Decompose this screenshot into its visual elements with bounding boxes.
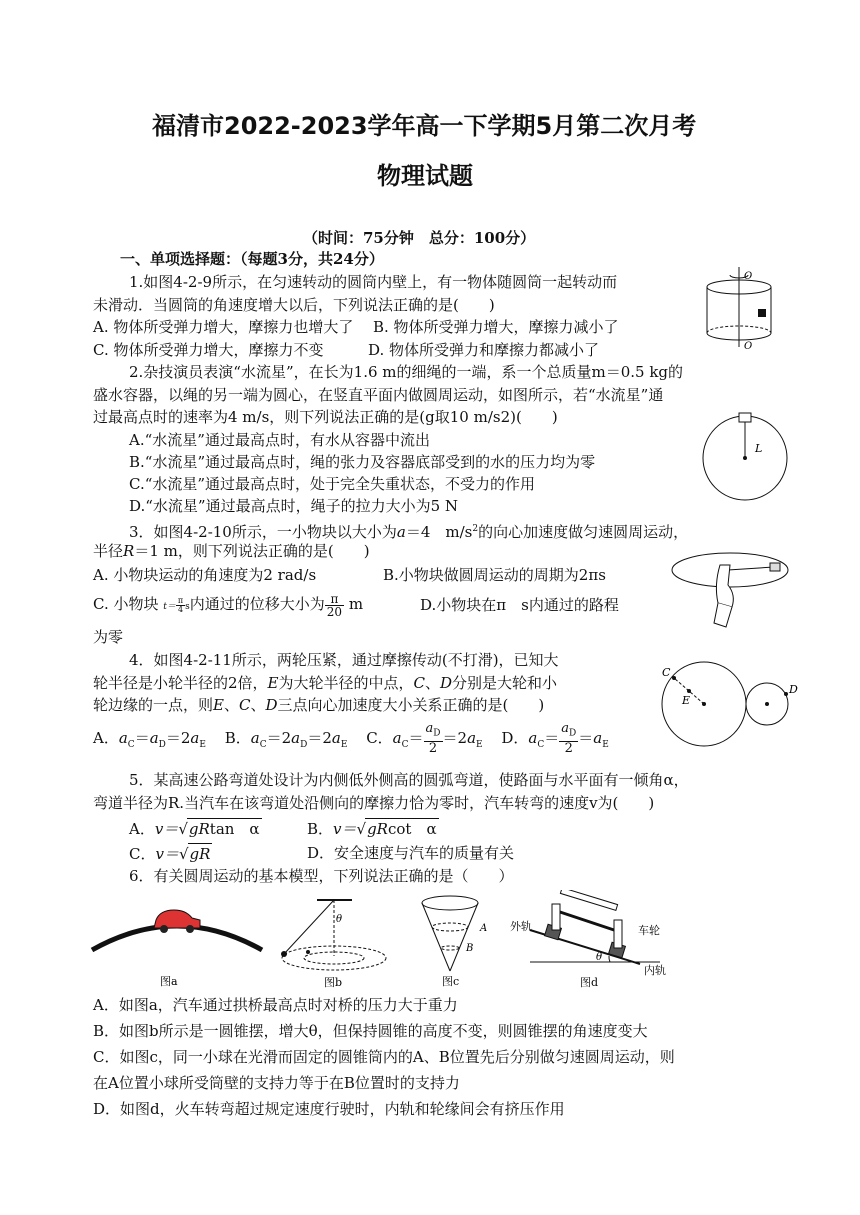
q6-option-d: D．如图d，火车转弯超过规定速度行驶时，内轨和轮缘间会有挤压作用: [93, 1100, 565, 1118]
figure-c-label: 图c: [442, 975, 460, 988]
q6-option-c-line2: 在A位置小球所受筒壁的支持力等于在B位置时的支持力: [93, 1074, 460, 1092]
q1-stem-line2: 未滑动．当圆筒的角速度增大以后，下列说法正确的是( ): [93, 296, 495, 314]
outer-rail-label: 外轨: [510, 920, 532, 933]
theta-label: θ: [336, 914, 343, 925]
q5-option-c: C．v＝√gR: [129, 845, 211, 863]
cylinder-figure: [700, 265, 780, 350]
q5-option-a: A．v＝√gRtan α: [129, 820, 260, 838]
q6-option-b: B．如图b所示是一圆锥摆，增大θ，但保持圆锥的高度不变，则圆锥摆的角速度变大: [93, 1022, 648, 1040]
q6-option-c-line1: C．如图c，同一小球在光滑而固定的圆锥筒内的A、B位置先后分别做匀速圆周运动，则: [93, 1048, 675, 1066]
q2-stem-line2: 盛水容器，以绳的另一端为圆心，在竖直平面内做圆周运动，如图所示，若“水流星”通: [93, 386, 664, 404]
wheel-label: 车轮: [638, 924, 660, 937]
point-b-label: B: [466, 943, 474, 954]
q1-option-b: B. 物体所受弹力增大，摩擦力减小了: [373, 318, 619, 336]
q2-option-a: A.“水流星”通过最高点时，有水从容器中流出: [129, 431, 430, 449]
friction-wheels-figure: [660, 660, 805, 755]
track-theta-label: θ: [596, 952, 603, 963]
figure-d-train-track: [510, 890, 670, 990]
point-c-label: C: [662, 666, 671, 679]
q5-stem-line2: 弯道半径为R.当汽车在该弯道处沿侧向的摩擦力恰为零时，汽车转弯的速度v为( ): [93, 794, 655, 812]
exam-title: 福清市2022-2023学年高一下学期5月第二次月考: [152, 112, 697, 140]
inner-rail-label: 内轨: [644, 964, 666, 977]
time-info: （时间：75分钟 总分：100分）: [303, 229, 536, 247]
exam-subtitle: 物理试题: [377, 162, 473, 190]
point-a-label: A: [480, 923, 488, 934]
figure-a-arch-bridge: [90, 900, 265, 995]
axis-top-label: O: [744, 271, 753, 282]
figure-c-cone: [412, 893, 492, 988]
point-d-label: D: [789, 683, 798, 696]
q2-option-d: D.“水流星”通过最高点时，绳子的拉力大小为5 N: [129, 497, 459, 515]
q4-stem-line2: 轮半径是小轮半径的2倍，E为大轮半径的中点，C、D分别是大轮和小: [93, 674, 558, 692]
q3-option-d-cont: 为零: [93, 628, 124, 646]
q6-option-a: A．如图a，汽车通过拱桥最高点时对桥的压力大于重力: [93, 996, 458, 1014]
section-heading: 一、单项选择题：（每题3分，共24分）: [120, 250, 384, 268]
q5-stem-line1: 5．某高速公路弯道处设计为内侧低外侧高的圆弧弯道，使路面与水平面有一倾角α，: [129, 771, 689, 789]
q6-stem: 6．有关圆周运动的基本模型，下列说法正确的是（ ）: [129, 867, 514, 885]
q4-stem-line3: 轮边缘的一点，则E、C、D三点向心加速度大小关系正确的是( ): [93, 696, 545, 714]
figure-a-label: 图a: [160, 975, 178, 988]
hand-circle-figure: [670, 545, 790, 635]
q2-stem-line1: 2.杂技演员表演“水流星”，在长为1.6 m的细绳的一端，系一个总质量m＝0.5 kg的: [129, 363, 684, 381]
q5-option-b: B．v＝√gRcot α: [307, 820, 437, 838]
q4-options: A．$a_C=a_D=2a_E$ B．$a_C=2a_D=2a_E$ C．$a_C=$ $\frac{a_D}{2}$ $=2a_E$ D．$a_C=$ $\frac{a_D}{2}$ $=a_E$: [93, 721, 609, 756]
q1-option-d: D. 物体所受弹力和摩擦力都减小了: [368, 341, 600, 359]
q3-option-a: A. 小物块运动的角速度为2 rad/s: [93, 566, 317, 584]
q3-option-b: B.小物块做圆周运动的周期为2πs: [383, 566, 606, 584]
q1-option-c: C. 物体所受弹力增大，摩擦力不变: [93, 341, 324, 359]
figure-b-label: 图b: [324, 976, 343, 989]
rope-length-label: L: [755, 442, 763, 455]
q1-option-a: A. 物体所受弹力增大，摩擦力也增大了: [93, 318, 354, 336]
q2-stem-line3: 过最高点时的速率为4 m/s，则下列说法正确的是(g取10 m/s2)( ): [93, 408, 558, 426]
q3-stem-line1: 3．如图4-2-10所示，一小物块以大小为a＝4 $m/s^2$的向心加速度做匀速圆周运动，: [129, 523, 689, 541]
figure-b-conical-pendulum: [272, 896, 392, 991]
axis-bottom-label: O: [744, 341, 753, 350]
q4-stem-line1: 4．如图4-2-11所示，两轮压紧，通过摩擦传动(不打滑)，已知大: [129, 651, 559, 669]
water-star-figure: [698, 410, 793, 505]
q2-option-c: C.“水流星”通过最高点时，处于完全失重状态，不受力的作用: [129, 475, 536, 493]
q3-stem-line2: 半径R＝1 m，则下列说法正确的是( ): [93, 542, 370, 560]
q3-option-c: C. 小物块 t＝ $\frac{\pi}{4}$ s内通过的位移大小为 $\frac{\pi}{20}$ m: [93, 591, 364, 619]
q1-stem-line1: 1.如图4-2-9所示，在匀速转动的圆筒内壁上，有一物体随圆筒一起转动而: [129, 273, 618, 291]
figure-d-label: 图d: [580, 976, 599, 989]
point-e-label: E: [682, 694, 691, 707]
q5-option-d: D．安全速度与汽车的质量有关: [307, 844, 515, 862]
q2-option-b: B.“水流星”通过最高点时，绳的张力及容器底部受到的水的压力均为零: [129, 453, 596, 471]
q3-option-d: D.小物块在π s内通过的路程: [420, 596, 619, 614]
